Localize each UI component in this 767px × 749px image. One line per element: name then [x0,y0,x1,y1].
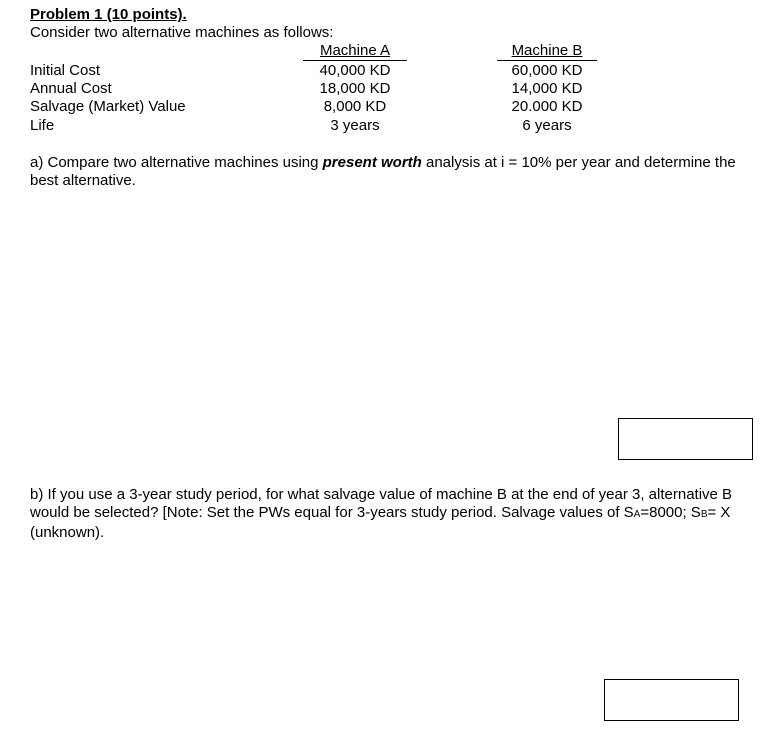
answer-box-part-a[interactable] [618,418,753,460]
cell-initial-cost-b: 60,000 KD [511,62,583,79]
part-b-subscript-a: A [633,509,641,520]
cell-initial-cost-a: 40,000 KD [319,62,391,79]
row-label-initial-cost: Initial Cost [30,62,101,79]
part-b-text-3: = X (unknown). [30,504,731,541]
header-underline-b [497,60,597,61]
cell-salvage-value-b: 20.000 KD [511,98,583,115]
problem-intro: Consider two alternative machines as follows: [30,24,334,41]
part-b-text-1: b) If you use a 3-year study period, for what salvage value of machine B at the end of year 3, alternative B would be selected? [Note: Set the PWs equal for 3-years study period. Salvage values of S [30,486,733,521]
header-underline-a [303,60,407,61]
part-a-question [30,154,750,190]
part-a-text-before: a) Compare two alternative machines using [30,154,323,171]
cell-annual-cost-b: 14,000 KD [511,80,583,97]
part-a-emphasis: present worth [322,154,422,171]
header-machine-a: Machine A [319,42,391,59]
part-a-text-after: analysis at i = 10% per year and determine the best alternative. [30,154,736,189]
row-label-annual-cost: Annual Cost [30,80,112,97]
part-b-subscript-b: B [700,509,708,520]
cell-life-a: 3 years [330,117,380,134]
header-machine-b: Machine B [511,42,583,59]
cell-life-b: 6 years [522,117,572,134]
row-label-life: Life [30,117,55,134]
cell-annual-cost-a: 18,000 KD [319,80,391,97]
part-b-question [30,486,745,542]
cell-salvage-value-a: 8,000 KD [323,98,387,115]
problem-title: Problem 1 (10 points). [30,6,187,23]
answer-box-part-b[interactable] [604,679,739,721]
part-b-text-2: =8000; S [640,504,701,521]
row-label-salvage-value: Salvage (Market) Value [30,98,186,115]
